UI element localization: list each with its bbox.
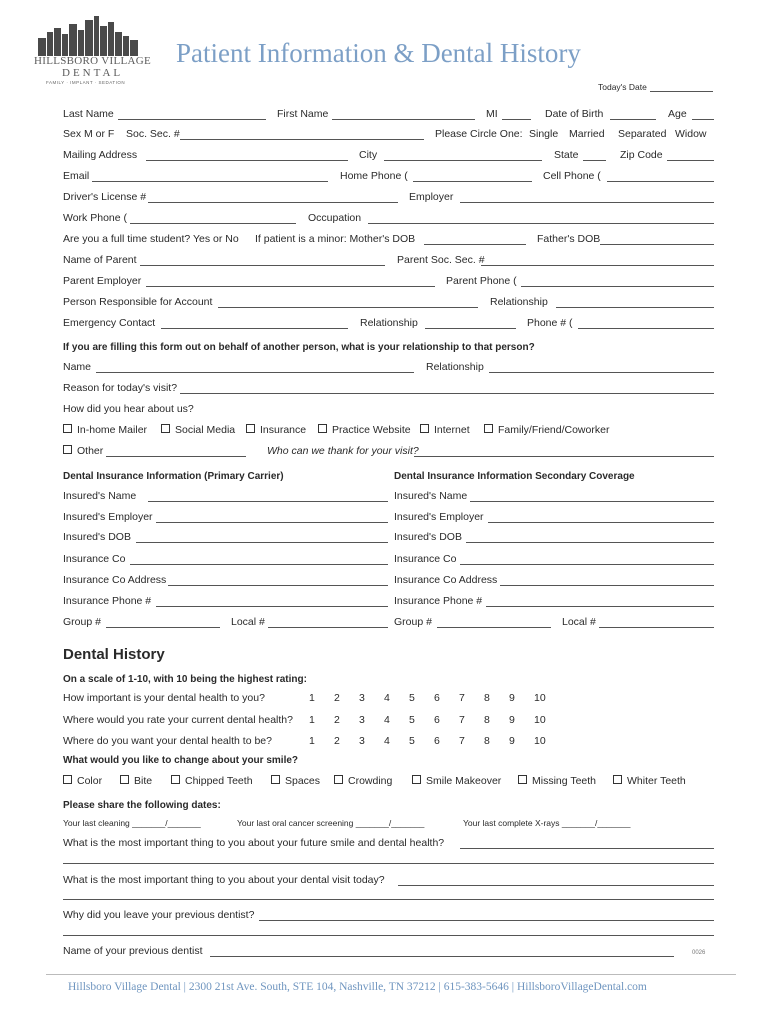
mi-label: MI — [486, 108, 498, 120]
secondary-group-label: Group # — [394, 616, 432, 628]
last-oral-screening[interactable]: Your last oral cancer screening _______/_______ — [237, 818, 425, 828]
scale-option[interactable]: 10 — [534, 735, 546, 747]
secondary-field-line[interactable] — [470, 501, 714, 502]
emergency-phone-label: Phone # ( — [527, 317, 573, 329]
scale-option[interactable]: 4 — [384, 735, 390, 747]
change-option[interactable] — [613, 775, 686, 788]
primary-local-field[interactable] — [268, 627, 388, 628]
thank-field[interactable] — [414, 456, 714, 457]
dental-history-heading: Dental History — [63, 646, 165, 663]
scale-option[interactable]: 3 — [359, 735, 365, 747]
primary-group-label: Group # — [63, 616, 101, 628]
scale-options — [309, 714, 559, 727]
checkbox-icon — [412, 775, 421, 784]
source-label: Family/Friend/Coworker — [498, 424, 610, 436]
scale-prompt: On a scale of 1-10, with 10 being the highest rating: — [63, 674, 307, 685]
change-option[interactable] — [334, 775, 392, 788]
last-name-label: Last Name — [63, 108, 114, 120]
dates-prompt: Please share the following dates: — [63, 800, 221, 811]
age-field[interactable] — [692, 119, 714, 120]
secondary-field-label: Insured's Employer — [394, 511, 484, 523]
first-name-field[interactable] — [332, 119, 475, 120]
future-smile-field-2[interactable] — [63, 863, 714, 864]
parent-name-label: Name of Parent — [63, 254, 137, 266]
parent-phone-label: Parent Phone ( — [446, 275, 517, 287]
emergency-field[interactable] — [161, 328, 348, 329]
state-label: State — [554, 149, 579, 161]
secondary-field-label: Insurance Co — [394, 553, 457, 565]
scale-option[interactable]: 8 — [484, 692, 490, 704]
source-label: Internet — [434, 424, 470, 436]
checkbox-icon — [613, 775, 622, 784]
secondary-local-label: Local # — [562, 616, 596, 628]
student-label: Are you a full time student? Yes or No — [63, 233, 239, 245]
behalf-question: If you are filling this form out on behalf of another person, what is your relationship to that person? — [63, 342, 535, 353]
primary-field-line[interactable] — [168, 585, 388, 586]
logo-sub: DENTAL — [62, 67, 124, 79]
form-code: 0026 — [692, 950, 706, 956]
change-option[interactable] — [412, 775, 501, 788]
first-name-label: First Name — [277, 108, 329, 120]
sex-label: Sex M or F — [63, 128, 115, 140]
checkbox-icon — [63, 424, 72, 433]
secondary-local-field[interactable] — [599, 627, 714, 628]
secondary-group-field[interactable] — [437, 627, 551, 628]
drivers-field[interactable] — [148, 202, 398, 203]
occupation-field[interactable] — [368, 223, 714, 224]
visit-field[interactable] — [398, 885, 714, 886]
reason-label: Reason for today's visit? — [63, 382, 178, 394]
mailing-field[interactable] — [146, 160, 348, 161]
mailing-label: Mailing Address — [63, 149, 138, 161]
change-option[interactable] — [518, 775, 596, 788]
last-name-field[interactable] — [118, 119, 266, 120]
scale-option[interactable]: 5 — [409, 735, 415, 747]
behalf-name-label: Name — [63, 361, 92, 373]
scale-option[interactable]: 10 — [534, 714, 546, 726]
father-dob-field[interactable] — [600, 244, 714, 245]
change-label: Bite — [134, 775, 153, 787]
secondary-field-label: Insured's Name — [394, 490, 468, 502]
emergency-label: Emergency Contact — [63, 317, 156, 329]
secondary-field-line[interactable] — [466, 542, 714, 543]
last-xrays[interactable]: Your last complete X-rays _______/_______ — [463, 818, 631, 828]
secondary-field-line[interactable] — [488, 522, 714, 523]
source-practice-website[interactable] — [318, 424, 411, 437]
father-dob-label: Father's DOB — [537, 233, 601, 245]
leave-field[interactable] — [259, 920, 714, 921]
source-family-friend[interactable] — [484, 424, 609, 437]
checkbox-icon — [171, 775, 180, 784]
scale-option[interactable]: 5 — [409, 714, 415, 726]
checkbox-icon — [63, 445, 72, 454]
circle-one-label: Please Circle One: — [435, 128, 523, 140]
dob-label: Date of Birth — [545, 108, 604, 120]
secondary-field-line[interactable] — [460, 564, 714, 565]
source-label: In-home Mailer — [77, 424, 148, 436]
responsible-field[interactable] — [218, 307, 478, 308]
hear-label: How did you hear about us? — [63, 403, 194, 415]
change-label: Color — [77, 775, 103, 787]
source-insurance[interactable] — [246, 424, 306, 437]
secondary-field-label: Insurance Co Address — [394, 574, 498, 586]
change-label: Crowding — [348, 775, 393, 787]
primary-field-label: Insured's DOB — [63, 531, 131, 543]
change-label: Smile Makeover — [426, 775, 502, 787]
scale-option[interactable]: 6 — [434, 735, 440, 747]
previous-dentist-label: Name of your previous dentist — [63, 945, 203, 957]
scale-option[interactable]: 9 — [509, 714, 515, 726]
ssn-field[interactable] — [180, 139, 424, 140]
logo-tagline: FAMILY · IMPLANT · SEDATION — [46, 80, 126, 85]
future-smile-field[interactable] — [460, 848, 714, 849]
checkbox-icon — [246, 424, 255, 433]
primary-local-label: Local # — [231, 616, 265, 628]
responsible-label: Person Responsible for Account — [63, 296, 213, 308]
change-label: Spaces — [285, 775, 321, 787]
ssn-label: Soc. Sec. # — [126, 128, 180, 140]
scale-options — [309, 735, 559, 748]
today-date-label: Today's Date — [598, 82, 647, 92]
source-label: Other — [77, 445, 104, 457]
occupation-label: Occupation — [308, 212, 362, 224]
scale-question: How important is your dental health to you? — [63, 692, 265, 704]
secondary-insurance-heading: Dental Insurance Information Secondary Coverage — [394, 471, 635, 482]
home-phone-label: Home Phone ( — [340, 170, 408, 182]
primary-field-label: Insurance Co — [63, 553, 126, 565]
leave-question: Why did you leave your previous dentist? — [63, 909, 255, 921]
cell-phone-label: Cell Phone ( — [543, 170, 601, 182]
scale-question: Where would you rate your current dental health? — [63, 714, 293, 726]
change-option[interactable] — [171, 775, 253, 788]
responsible-relationship-label: Relationship — [490, 296, 548, 308]
scale-option[interactable]: 7 — [459, 692, 465, 704]
source-in-home-mailer[interactable] — [63, 424, 147, 437]
logo-name: HILLSBORO VILLAGE — [34, 55, 152, 67]
scale-option[interactable]: 2 — [334, 714, 340, 726]
scale-option[interactable]: 6 — [434, 692, 440, 704]
email-field[interactable] — [92, 181, 328, 182]
reason-field[interactable] — [180, 393, 714, 394]
city-label: City — [359, 149, 378, 161]
checkbox-icon — [120, 775, 129, 784]
marital-single[interactable]: Single — [529, 128, 559, 140]
primary-field-line[interactable] — [148, 501, 388, 502]
future-smile-question: What is the most important thing to you about your future smile and dental health? — [63, 837, 445, 849]
scale-option[interactable]: 6 — [434, 714, 440, 726]
previous-dentist-field[interactable] — [210, 956, 674, 957]
other-field[interactable] — [106, 456, 246, 457]
zip-label: Zip Code — [620, 149, 663, 161]
footer-text: Hillsboro Village Dental | 2300 21st Ave. South, STE 104, Nashville, TN 37212 | 615-383-5646 | HillsboroVillageDental.com — [68, 981, 647, 993]
footer-divider — [46, 974, 736, 975]
mother-dob-field[interactable] — [424, 244, 526, 245]
checkbox-icon — [318, 424, 327, 433]
scale-option[interactable]: 4 — [384, 692, 390, 704]
source-label: Social Media — [175, 424, 236, 436]
change-option[interactable] — [63, 775, 102, 788]
behalf-relationship-field[interactable] — [489, 372, 714, 373]
scale-option[interactable]: 7 — [459, 735, 465, 747]
responsible-relationship-field[interactable] — [556, 307, 714, 308]
change-label: Whiter Teeth — [627, 775, 686, 787]
scale-question: Where do you want your dental health to be? — [63, 735, 272, 747]
primary-field-line[interactable] — [130, 564, 388, 565]
primary-field-label: Insurance Co Address — [63, 574, 167, 586]
employer-label: Employer — [409, 191, 454, 203]
skyline-icon — [34, 16, 146, 56]
scale-option[interactable]: 3 — [359, 714, 365, 726]
checkbox-icon — [63, 775, 72, 784]
source-label: Practice Website — [332, 424, 411, 436]
leave-field-2[interactable] — [63, 935, 714, 936]
primary-field-label: Insured's Name — [63, 490, 137, 502]
scale-options — [309, 692, 559, 705]
change-label: Chipped Teeth — [185, 775, 253, 787]
minor-label: If patient is a minor: Mother's DOB — [255, 233, 416, 245]
logo — [34, 16, 152, 88]
parent-name-field[interactable] — [140, 265, 385, 266]
last-cleaning[interactable]: Your last cleaning _______/_______ — [63, 818, 201, 828]
thank-label: Who can we thank for your visit? — [267, 445, 419, 457]
scale-option[interactable]: 2 — [334, 692, 340, 704]
emergency-phone-field[interactable] — [578, 328, 714, 329]
work-phone-label: Work Phone ( — [63, 212, 127, 224]
primary-group-field[interactable] — [106, 627, 220, 628]
source-social-media[interactable] — [161, 424, 235, 437]
behalf-name-field[interactable] — [96, 372, 414, 373]
parent-phone-field[interactable] — [521, 286, 714, 287]
source-internet[interactable] — [420, 424, 470, 437]
parent-employer-field[interactable] — [146, 286, 435, 287]
scale-option[interactable]: 9 — [509, 735, 515, 747]
parent-employer-label: Parent Employer — [63, 275, 142, 287]
scale-option[interactable]: 1 — [309, 714, 315, 726]
change-option[interactable] — [120, 775, 152, 788]
marital-separated[interactable]: Separated — [618, 128, 667, 140]
checkbox-icon — [420, 424, 429, 433]
primary-field-line[interactable] — [136, 542, 388, 543]
zip-field[interactable] — [667, 160, 714, 161]
primary-field-label: Insurance Phone # — [63, 595, 152, 607]
scale-option[interactable]: 8 — [484, 735, 490, 747]
behalf-relationship-label: Relationship — [426, 361, 484, 373]
age-label: Age — [668, 108, 687, 120]
parent-ssn-field[interactable] — [481, 265, 714, 266]
source-label: Insurance — [260, 424, 307, 436]
secondary-field-line[interactable] — [486, 606, 714, 607]
checkbox-icon — [271, 775, 280, 784]
primary-insurance-heading: Dental Insurance Information (Primary Carrier) — [63, 471, 284, 482]
today-date-field[interactable] — [650, 91, 713, 92]
marital-married[interactable]: Married — [569, 128, 605, 140]
checkbox-icon — [484, 424, 493, 433]
scale-option[interactable]: 7 — [459, 714, 465, 726]
work-phone-field[interactable] — [130, 223, 296, 224]
scale-option[interactable]: 1 — [309, 692, 315, 704]
secondary-field-label: Insured's DOB — [394, 531, 462, 543]
primary-field-line[interactable] — [156, 606, 388, 607]
secondary-field-line[interactable] — [500, 585, 714, 586]
employer-field[interactable] — [460, 202, 714, 203]
mi-field[interactable] — [502, 119, 531, 120]
cell-phone-field[interactable] — [607, 181, 714, 182]
change-prompt: What would you like to change about your smile? — [63, 755, 299, 766]
scale-option[interactable]: 10 — [534, 692, 546, 704]
emergency-relationship-field[interactable] — [425, 328, 516, 329]
source-other[interactable] — [63, 445, 103, 458]
visit-question: What is the most important thing to you about your dental visit today? — [63, 874, 385, 886]
home-phone-field[interactable] — [413, 181, 532, 182]
primary-field-label: Insured's Employer — [63, 511, 153, 523]
primary-field-line[interactable] — [156, 522, 388, 523]
scale-option[interactable]: 8 — [484, 714, 490, 726]
email-label: Email — [63, 170, 90, 182]
emergency-relationship-label: Relationship — [360, 317, 418, 329]
state-field[interactable] — [583, 160, 606, 161]
checkbox-icon — [518, 775, 527, 784]
drivers-label: Driver's License # — [63, 191, 147, 203]
scale-option[interactable]: 9 — [509, 692, 515, 704]
dob-field[interactable] — [610, 119, 656, 120]
checkbox-icon — [161, 424, 170, 433]
scale-option[interactable]: 2 — [334, 735, 340, 747]
secondary-field-label: Insurance Phone # — [394, 595, 483, 607]
visit-field-2[interactable] — [63, 899, 714, 900]
scale-option[interactable]: 1 — [309, 735, 315, 747]
scale-option[interactable]: 4 — [384, 714, 390, 726]
change-option[interactable] — [271, 775, 320, 788]
scale-option[interactable]: 3 — [359, 692, 365, 704]
parent-ssn-label: Parent Soc. Sec. # — [397, 254, 485, 266]
city-field[interactable] — [384, 160, 542, 161]
scale-option[interactable]: 5 — [409, 692, 415, 704]
page-title: Patient Information & Dental History — [176, 38, 581, 68]
marital-widow[interactable]: Widow — [675, 128, 707, 140]
checkbox-icon — [334, 775, 343, 784]
change-label: Missing Teeth — [532, 775, 597, 787]
